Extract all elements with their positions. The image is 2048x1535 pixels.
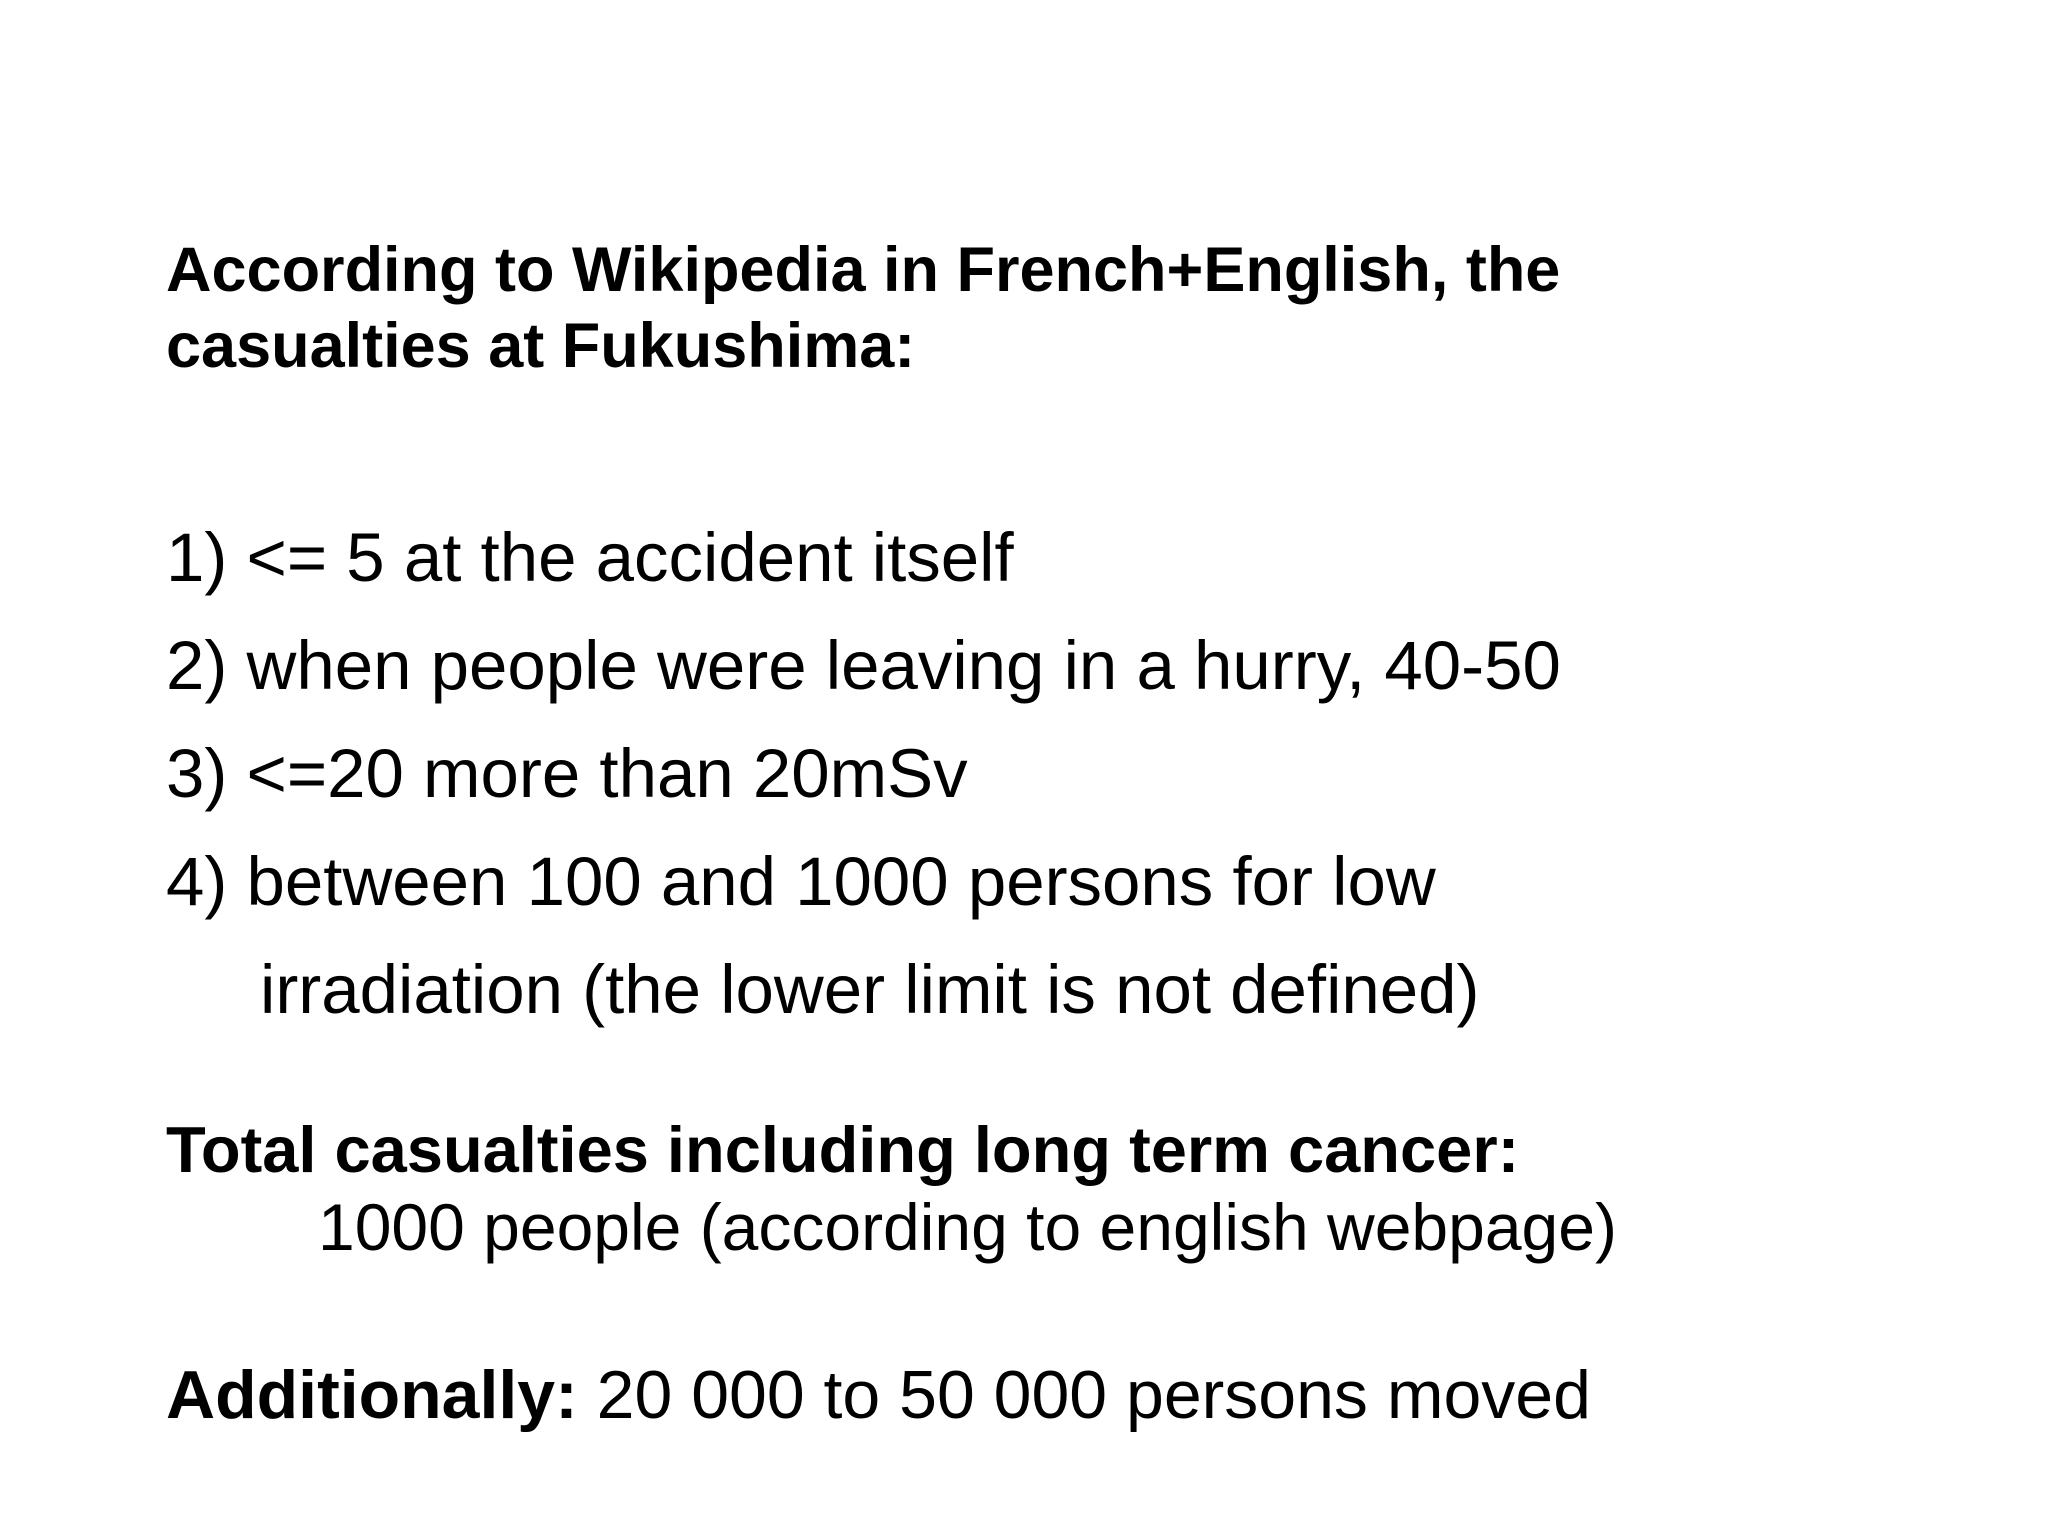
total-casualties-value: 1000 people (according to english webpage) bbox=[318, 1190, 1617, 1264]
additionally-label: Additionally: bbox=[166, 1357, 578, 1433]
list-item-continuation: irradiation (the lower limit is not defined) bbox=[260, 951, 1480, 1028]
title-line-2: casualties at Fukushima: bbox=[166, 311, 916, 381]
list-item: 1) <= 5 at the accident itself bbox=[166, 519, 1014, 596]
additionally-value: 20 000 to 50 000 persons moved bbox=[577, 1357, 1591, 1433]
list-item: 4) between 100 and 1000 persons for low bbox=[166, 843, 1436, 920]
total-casualties-label: Total casualties including long term cancer: bbox=[166, 1113, 1520, 1186]
total-casualties bbox=[166, 1112, 1966, 1266]
slide-title bbox=[166, 232, 1966, 384]
list-item: 2) when people were leaving in a hurry, 40-50 bbox=[166, 627, 1561, 704]
casualty-list bbox=[166, 512, 1966, 1052]
list-item: 3) <=20 more than 20mSv bbox=[166, 735, 968, 812]
title-line-1: According to Wikipedia in French+English, the bbox=[166, 235, 1561, 305]
additionally-note bbox=[166, 1354, 1966, 1436]
